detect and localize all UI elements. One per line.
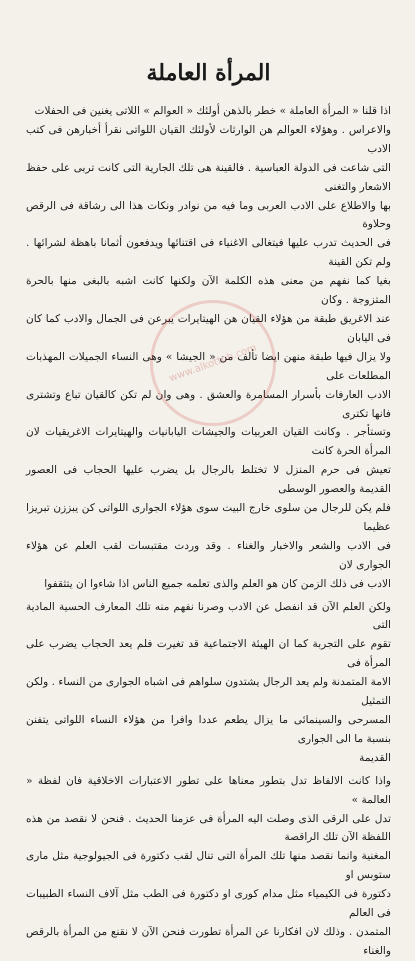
text-line: بغيا كما نفهم من معنى هذه الكلمة الآن ولكنها كانت اشبه بالبغى منها بالحرة المتزوجة . وكان	[26, 275, 391, 307]
text-line: المغنية وانما نقصد منها تلك المرأة التى تنال لقب دكتورة فى الجيولوجية مثل مارى ستوبس او	[26, 850, 391, 882]
text-line: القديمة	[359, 751, 391, 764]
text-line: بها والاطلاع على الادب العربى وما فيه من نوادر ونكات هذا الى رشاقة فى الرقص وحلاوة	[26, 199, 391, 231]
text-line: الادب فى ذلك الزمن كان هو العلم والذى تعلمه جميع الناس اذا شاءوا ان يتثقفوا	[44, 577, 391, 590]
text-line: الادب العارفات بأسرار المسامرة والعشق . وهى وان لم تكن كالقيان تباع وتشترى فانها تكترى	[26, 388, 391, 420]
text-line: فى الادب والشعر والاخبار والغناء . وقد وردت مقتبسات لقب العلم عن هؤلاء الجوارى لان	[26, 539, 391, 571]
text-line: واذا كانت الالفاظ تدل بتطور معناها على تطور الاعتبارات الاخلاقية فان لفظة « العالمة »	[26, 774, 391, 806]
text-line: تقوم على التجربة كما ان الهيئة الاجتماعية قد تغيرت فلم يعد الحجاب يضرب على المرأة فى	[26, 638, 391, 670]
text-line: عند الاغريق طبقة من هؤلاء القيان هن الهيتايرات يبرعن فى الجمال والادب كما كان فى اليابان	[26, 312, 391, 344]
text-line: ولا يزال فيها طبقة منهن ايضا تألف من « الجيشا » وهى النساء الجميلات المهذبات المطلعات على	[26, 350, 391, 382]
text-line: اذا قلنا « المرأة العاملة » خطر بالذهن أولئك « العوالم » اللاتى يغنين فى الحفلات	[34, 105, 391, 117]
text-line: ولكن العلم الآن قد انفصل عن الادب وصرنا نفهم منه تلك المعارف الحسية المادية التى	[26, 600, 391, 632]
text-line: فلم يكن للرجال من سلوى خارج البيت سوى هؤلاء الجوارى اللواتى كن يبززن تبريزا عظيما	[26, 502, 391, 533]
text-line: المتمدن . وذلك لان افكارنا عن المرأة تطورت فنحن الآن لا نقنع من المرأة بالرقص والغناء	[26, 925, 391, 957]
text-line: فى الحديث تدرب عليها فيتغالى الاغنياء فى اقتنائها ويدفعون أثمانا باهظة لشرائها . ولم تكن القينة	[26, 237, 391, 269]
text-line: الامة المتمدنة ولم يعد الرجال يشتدون سلواهم فى اشباه الجوارى من النساء . ولكن التمثيل	[26, 676, 391, 708]
page-title: المرأة العاملة	[146, 60, 271, 86]
watermark-stamp	[150, 300, 276, 426]
text-line: وتستأجر . وكانت القيان العربيات والجيشات اليابانيات والهيتايرات الاغريقيات لان المرأة الحرة كانت	[26, 426, 391, 458]
paragraph-2	[26, 598, 391, 768]
text-line: دكتورة فى الكيمياء مثل مدام كورى او دكتورة فى الطب مثل آلاف النساء الطبيبات فى العالم	[26, 888, 391, 920]
paragraph-3	[26, 772, 391, 961]
text-line: المسرحى والسينمائى ما يزال يطعم عددا وافرا من هؤلاء النساء اللواتى يتفنن بنسبة ما الى الجوارى	[26, 714, 391, 745]
text-line: والاعراس . وهؤلاء العوالم هن الوارثات لأولئك القيان اللواتى نقرأ أخبارهن فى كتب الادب	[26, 123, 391, 155]
text-line: تدل على الرقى الذى وصلت اليه المرأة فى عزمنا الحديث . فنحن لا نقصد من هذه اللفظة الآن تلك الراقصة	[26, 812, 392, 844]
text-line: التى شاعت فى الدولة العباسية . فالقينة هى تلك الجارية التى كانت تربى على حفظ الاشعار والتغنى	[26, 161, 391, 193]
watermark-text: www.alkottob.com	[167, 342, 259, 384]
text-line: تعيش فى حرم المنزل لا تختلط بالرجال بل يضرب عليها الحجاب فى العصور القديمة والعصور الوسطى	[26, 464, 391, 496]
